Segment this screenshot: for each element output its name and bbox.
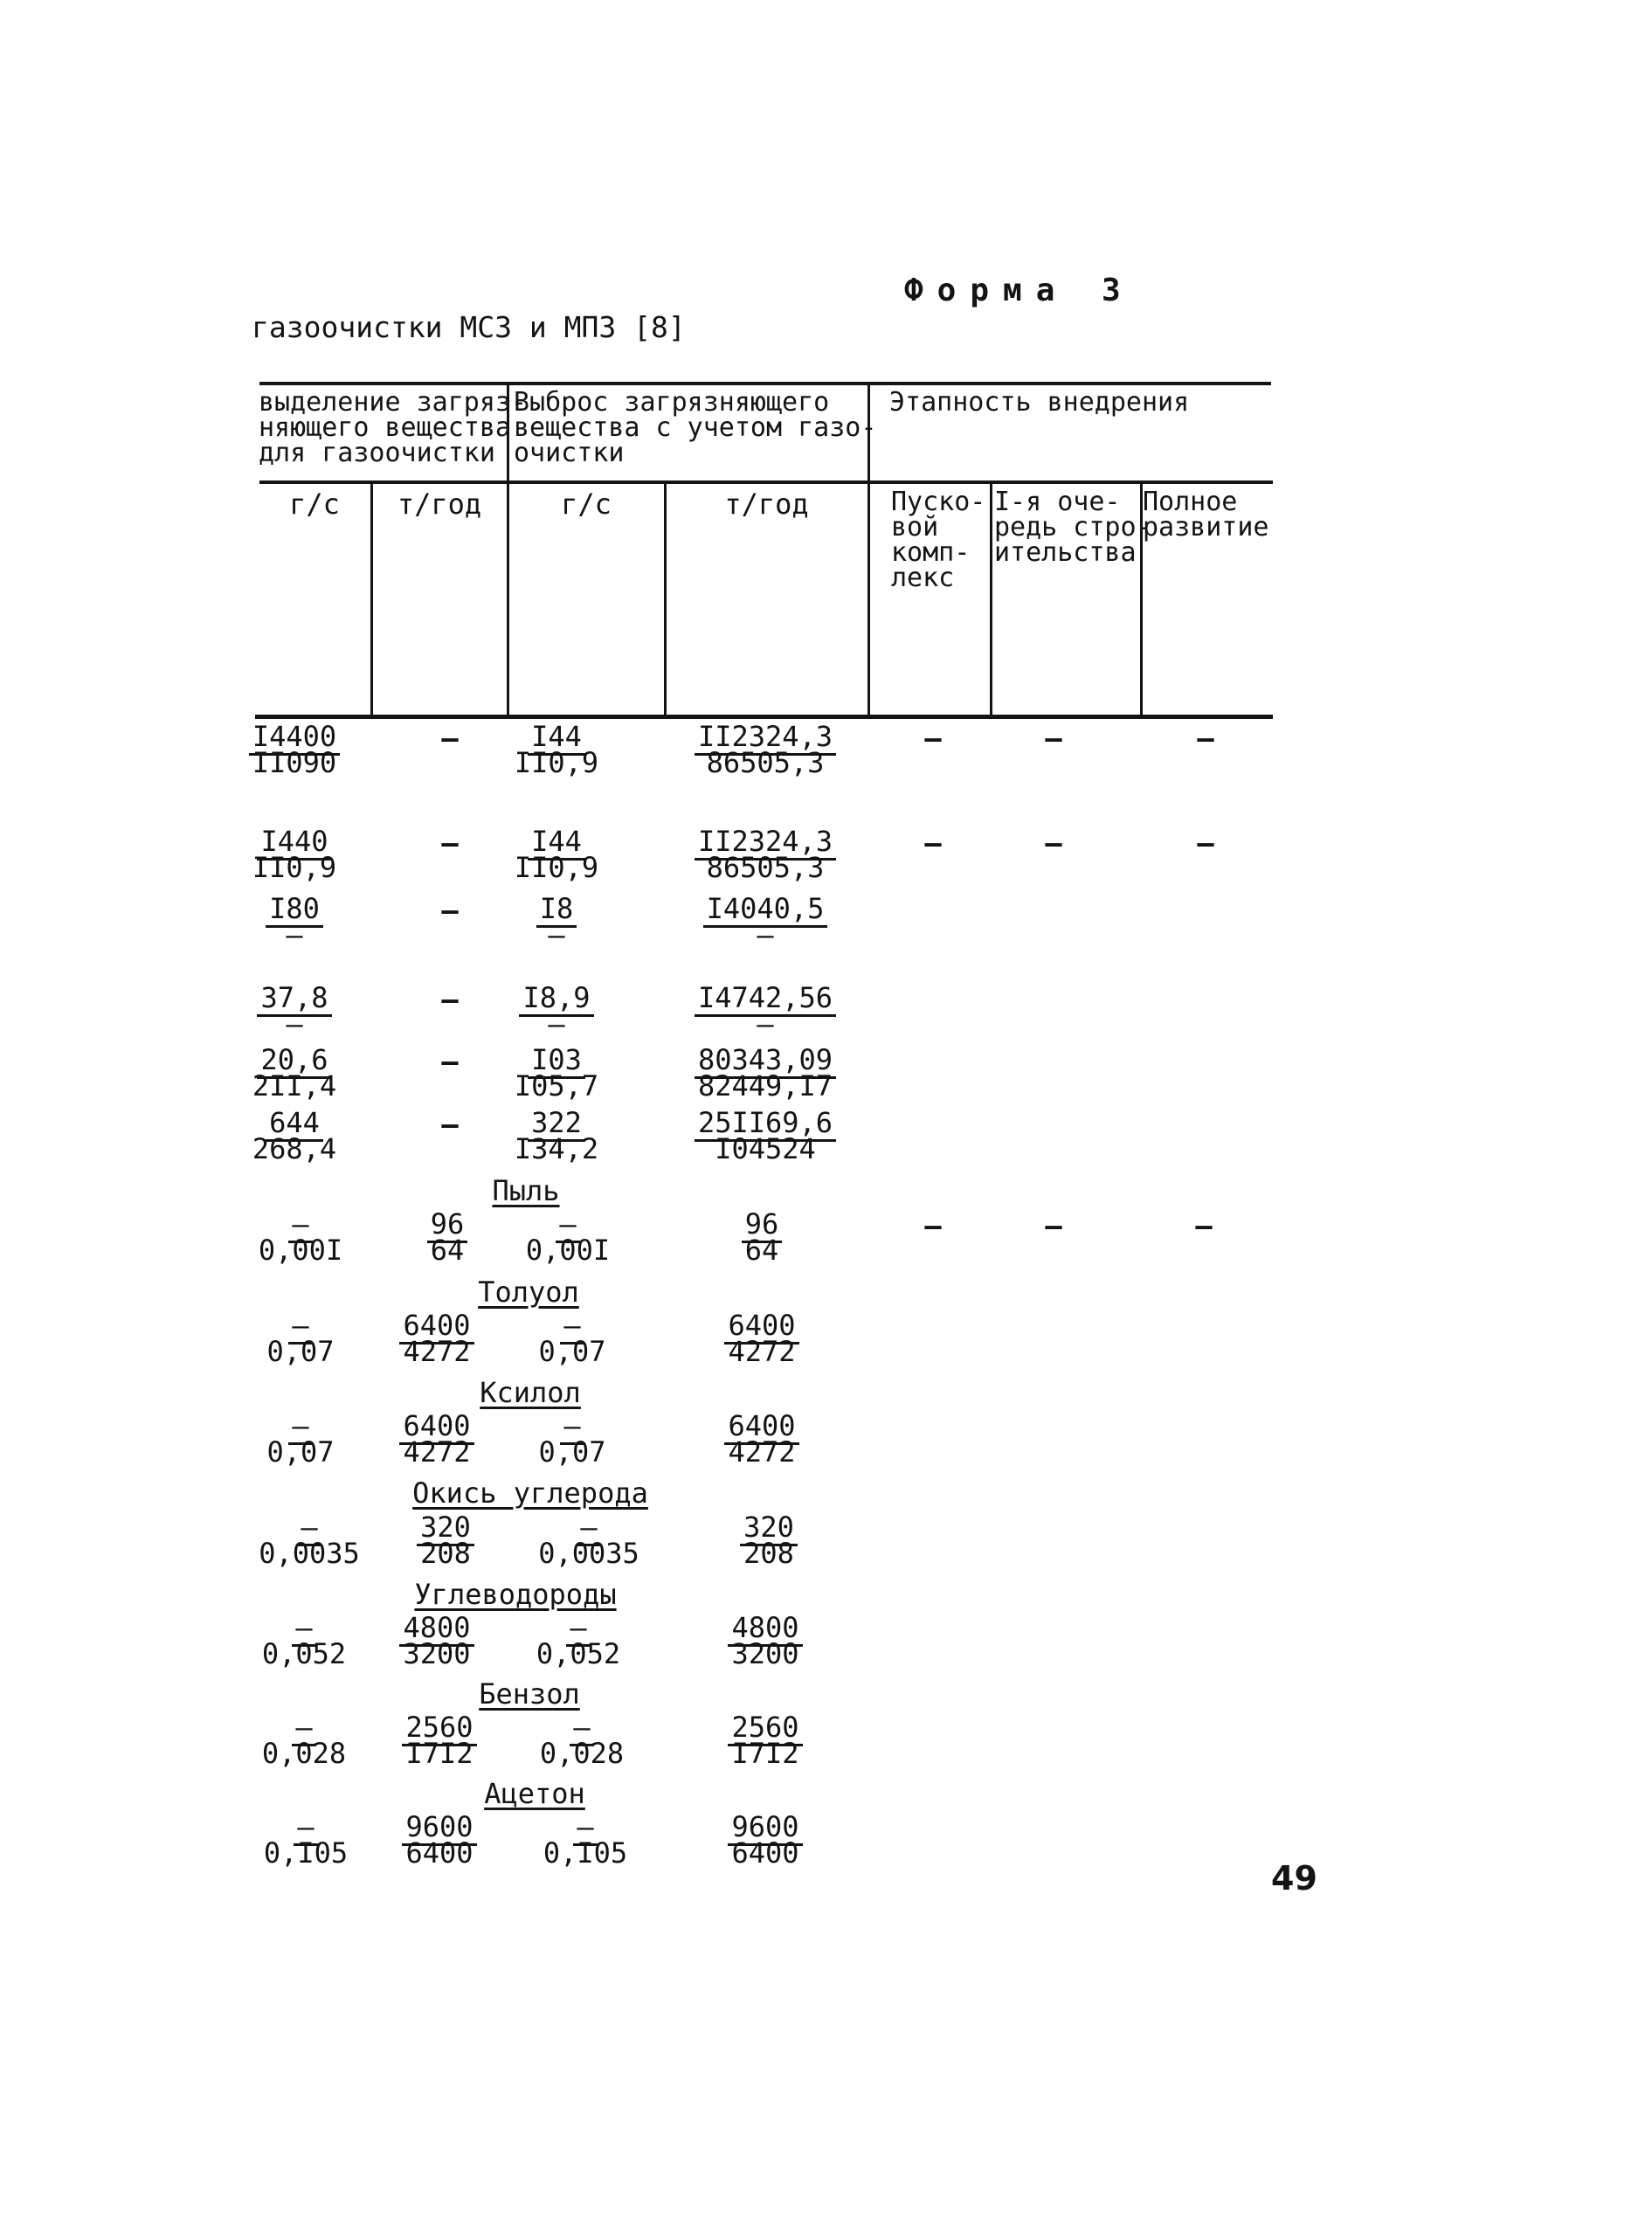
stage-cell: – (1197, 722, 1214, 755)
header-unit-gs: г/с (561, 487, 612, 521)
header-startup-complex: Пуско- вой комп- лекс (891, 487, 986, 593)
substance-heading: Ацетон (484, 1777, 585, 1810)
substance-heading: Пыль (492, 1174, 560, 1207)
table-cell: 9600 6400 (335, 1814, 544, 1866)
stage-cell: – (1045, 1209, 1062, 1242)
table-cell: – 0,07 (266, 1309, 335, 1368)
table-cell: – 0,I05 (263, 1810, 349, 1870)
table-cell: I4742,56 – (660, 985, 870, 1037)
table-cell: 6400 4272 (657, 1312, 867, 1365)
table-cell: I4400 II090 (190, 723, 399, 776)
header-bottom-rule (255, 715, 1273, 719)
table-cell: – 0,052 (536, 1611, 621, 1670)
header-full-development: Полное развитие (1143, 487, 1269, 543)
form-label: Форма 3 (904, 273, 1135, 308)
table-cell: I44 II0,9 (514, 720, 599, 779)
stage-cell: – (924, 1209, 942, 1242)
table-cell: – (441, 983, 459, 1016)
table-cell: – (441, 894, 459, 927)
table-cell: 322 I34,2 (514, 1106, 599, 1165)
table-cell: – (441, 1108, 459, 1141)
header-group-release: Выброс загрязняющего вещества с учетом газо- очистки (514, 387, 877, 468)
table-top-rule (259, 382, 1271, 385)
table-cell: 6400 4272 (657, 1413, 867, 1465)
table-cell: 37,8 – (190, 985, 399, 1037)
table-cell: I440 II0,9 (252, 825, 337, 884)
table-cell: 2560 I7I2 (335, 1714, 544, 1766)
stage-cell: – (1045, 826, 1062, 860)
table-cell: I44 II0,9 (514, 825, 599, 884)
table-cell: – (441, 826, 459, 860)
table-cell: – (441, 722, 459, 755)
stage-cell: – (1197, 826, 1214, 860)
substance-heading: Ксилол (480, 1376, 581, 1409)
table-cell: – 0,I05 (543, 1810, 628, 1870)
table-cell: 6400 4272 (332, 1413, 542, 1465)
table-cell: – 0,0035 (538, 1510, 639, 1570)
table-cell: I4040,5 – (660, 895, 870, 948)
stage-cell: – (924, 826, 942, 860)
table-cell: 320 208 (664, 1514, 874, 1566)
table-cell: – 0,028 (539, 1711, 625, 1770)
substance-heading: Углеводороды (414, 1578, 617, 1611)
header-unit-tyear: т/год (724, 487, 809, 521)
table-cell: – 0,0035 (259, 1510, 360, 1570)
table-cell: – 0,07 (538, 1409, 606, 1469)
stage-cell: – (1195, 1209, 1213, 1242)
table-cell: I03 I05,7 (514, 1043, 599, 1103)
table-cell: 96 64 (657, 1211, 867, 1263)
header-group-stages: Этапность внедрения (889, 387, 1190, 418)
table-cell: I8,9 – (452, 985, 661, 1037)
col-divider (990, 483, 992, 715)
table-cell: 644 268,4 (252, 1106, 337, 1165)
table-cell: – 0,07 (538, 1309, 606, 1368)
page-number: 49 (1271, 1859, 1317, 1898)
table-cell: 320 208 (341, 1514, 550, 1566)
header-unit-tyear: т/год (397, 487, 482, 521)
table-cell: 96 64 (342, 1211, 552, 1263)
stage-cell: – (1045, 722, 1062, 755)
table-cell: – 0,028 (261, 1711, 347, 1770)
table-cell: 9600 6400 (660, 1814, 870, 1866)
header-group-emission: выделение загряз- няющего вещества для газоочистки (259, 387, 528, 468)
table-cell: – 0,00I (525, 1207, 611, 1267)
table-cell: 4800 3200 (660, 1614, 870, 1667)
table-cell: 20,6 2II,4 (252, 1043, 337, 1103)
table-cell: II2324,3 86505,3 (660, 723, 870, 776)
substance-heading: Окись углерода (412, 1476, 648, 1510)
header-first-stage: I-я оче- редь стро- ительства (994, 487, 1152, 568)
header-mid-rule (259, 480, 1273, 484)
table-cell: 25II69,6 I04524 (660, 1110, 870, 1162)
table-cell: – 0,07 (266, 1409, 335, 1469)
table-cell: – (441, 1045, 459, 1078)
stage-cell: – (924, 722, 942, 755)
col-divider (664, 483, 667, 715)
header-unit-gs: г/с (289, 487, 340, 521)
table-cell: – 0,052 (261, 1611, 347, 1670)
table-cell: 2560 I7I2 (660, 1714, 870, 1766)
substance-heading: Толуол (478, 1275, 579, 1309)
table-cell: II2324,3 86505,3 (660, 828, 870, 881)
table-cell: – 0,00I (258, 1207, 343, 1267)
table-cell: I80 – (190, 895, 399, 948)
table-cell: 6400 4272 (332, 1312, 542, 1365)
col-divider (370, 483, 373, 715)
table-cell: I8 – (452, 895, 661, 948)
table-cell: 80343,09 82449,I7 (660, 1047, 870, 1099)
table-caption: газоочистки МСЗ и МПЗ [8] (252, 310, 686, 344)
table-cell: 4800 3200 (332, 1614, 542, 1667)
substance-heading: Бензол (479, 1677, 580, 1711)
